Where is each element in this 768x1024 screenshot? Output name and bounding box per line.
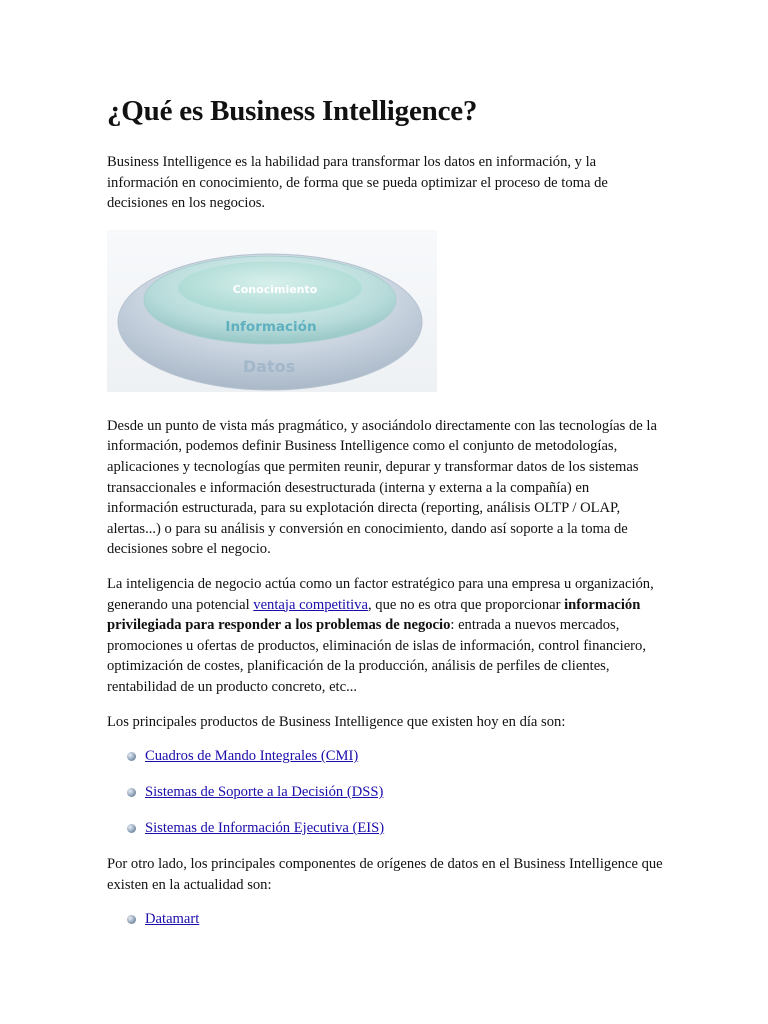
strategy-text-3: : entrada a nuevos mercados, promociones u ofertas de productos, eliminación de islas de información, control financiero, optimización de costes, planificación de la producción, análisis de perfiles de clientes, rentabilidad de un producto concreto, etc... [107,617,646,695]
products-intro-paragraph: Los principales productos de Business Intelligence que existen hoy en día son: [107,713,566,730]
strategy-text-2: , que no es otra que proporcionar [367,596,565,613]
products-list [107,746,663,838]
label-conocimiento: Conocimiento [232,282,318,296]
definition-paragraph: Desde un punto de vista más pragmático, y asociándolo directamente con las tecnologías de la información, podemos definir Business Intelligence como el conjunto de metodologías, aplicaciones y tecnologías que permiten reunir, depurar y transformar datos de los sistemas transaccionales e información desestructurada (interna y externa a la compañía) en información estructurada, para su explotación directa (reporting, análisis OLTP / OLAP, alertas...) o para su análisis y conversión en conocimiento, dando así soporte a la toma de decisiones sobre el negocio. [107,417,657,558]
label-informacion: Información [225,318,317,335]
bi-pyramid-diagram [107,230,437,392]
list-item [127,746,663,766]
sources-list [107,909,663,929]
list-item [127,782,663,802]
product-link-dss[interactable]: Sistemas de Soporte a la Decisión (DSS) [145,784,384,801]
list-item [127,909,663,929]
diagram-svg [107,230,437,392]
ventaja-competitiva-link[interactable]: ventaja competitiva [253,596,368,613]
bullet-icon [127,788,136,797]
strategy-paragraph [107,574,663,698]
intro-paragraph: Business Intelligence es la habilidad para transformar los datos en información, y la información en conocimiento, de forma que se pueda optimizar el proceso de toma de decisiones en los negocios. [107,154,608,212]
article-content [107,92,663,945]
strategy-text-1: La inteligencia de negocio actúa como un factor estratégico para una empresa u organización, generando una potencial [107,575,654,613]
bullet-icon [127,915,136,924]
list-item [127,818,663,838]
bullet-icon [127,752,136,761]
product-link-cmi[interactable]: Cuadros de Mando Integrales (CMI) [145,748,359,765]
product-link-eis[interactable]: Sistemas de Información Ejecutiva (EIS) [145,820,385,837]
bullet-icon [127,824,136,833]
source-link-datamart[interactable]: Datamart [145,911,200,928]
page-title: ¿Qué es Business Intelligence? [107,95,478,127]
sources-intro-paragraph: Por otro lado, los principales componentes de orígenes de datos en el Business Intelligence que existen en la actualidad son: [107,856,663,893]
strategy-bold-text: información privilegiada para responder a los problemas de negocio [107,596,641,634]
label-datos: Datos [242,356,296,376]
